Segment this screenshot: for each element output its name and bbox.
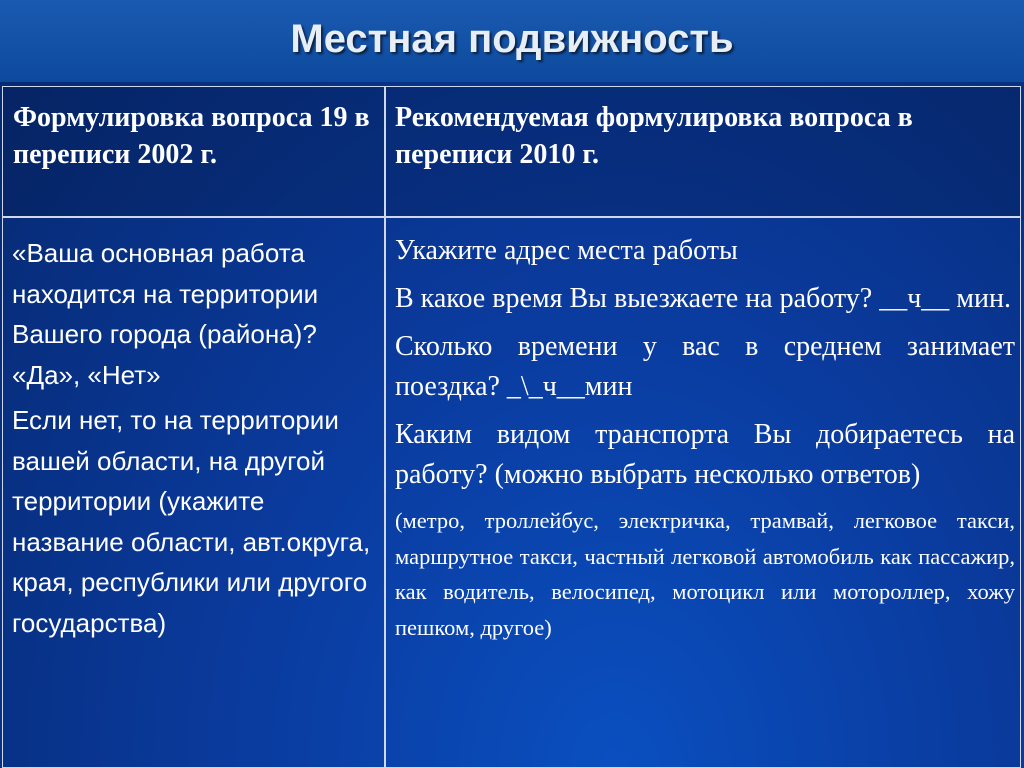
- question-2002-part1: «Ваша основная работа находится на территории Вашего города (района)? «Да», «Нет»: [12, 238, 319, 390]
- body-cell-2002: [12, 233, 382, 648]
- header-cell-2010: Рекомендуемая формулировка вопроса в переписи 2010 г.: [395, 102, 913, 170]
- question-2002-part2: Если нет, то на территории вашей области, на другой территории (укажите название области, авт.округа, края, республики или другого государства): [12, 405, 371, 638]
- comparison-table: [2, 86, 1021, 768]
- body-cell-2010: [395, 231, 1015, 653]
- question-2010-address: Укажите адрес места работы: [395, 235, 738, 266]
- question-2010-transport-options: (метро, троллейбус, электричка, трамвай, легковое такси, маршрутное такси, частный легковой автомобиль как пассажир, как водитель, велосипед, мотоцикл или мотороллер, хожу пешком, другое): [395, 508, 1015, 640]
- header-cell-2002: Формулировка вопроса 19 в переписи 2002 г.: [13, 102, 370, 170]
- header-divider: [3, 216, 1020, 218]
- slide-title: Местная подвижность: [290, 16, 734, 61]
- column-divider: [384, 87, 386, 767]
- question-2010-travel-duration: Сколько времени у вас в среднем занимает поездка? _\_ч__мин: [395, 331, 1015, 402]
- question-2010-departure-time: В какое время Вы выезжаете на работу? __ч__ мин.: [395, 283, 1011, 314]
- title-bar: [0, 0, 1024, 82]
- question-2010-transport-mode: Каким видом транспорта Вы добираетесь на работу? (можно выбрать несколько ответов): [395, 419, 1015, 490]
